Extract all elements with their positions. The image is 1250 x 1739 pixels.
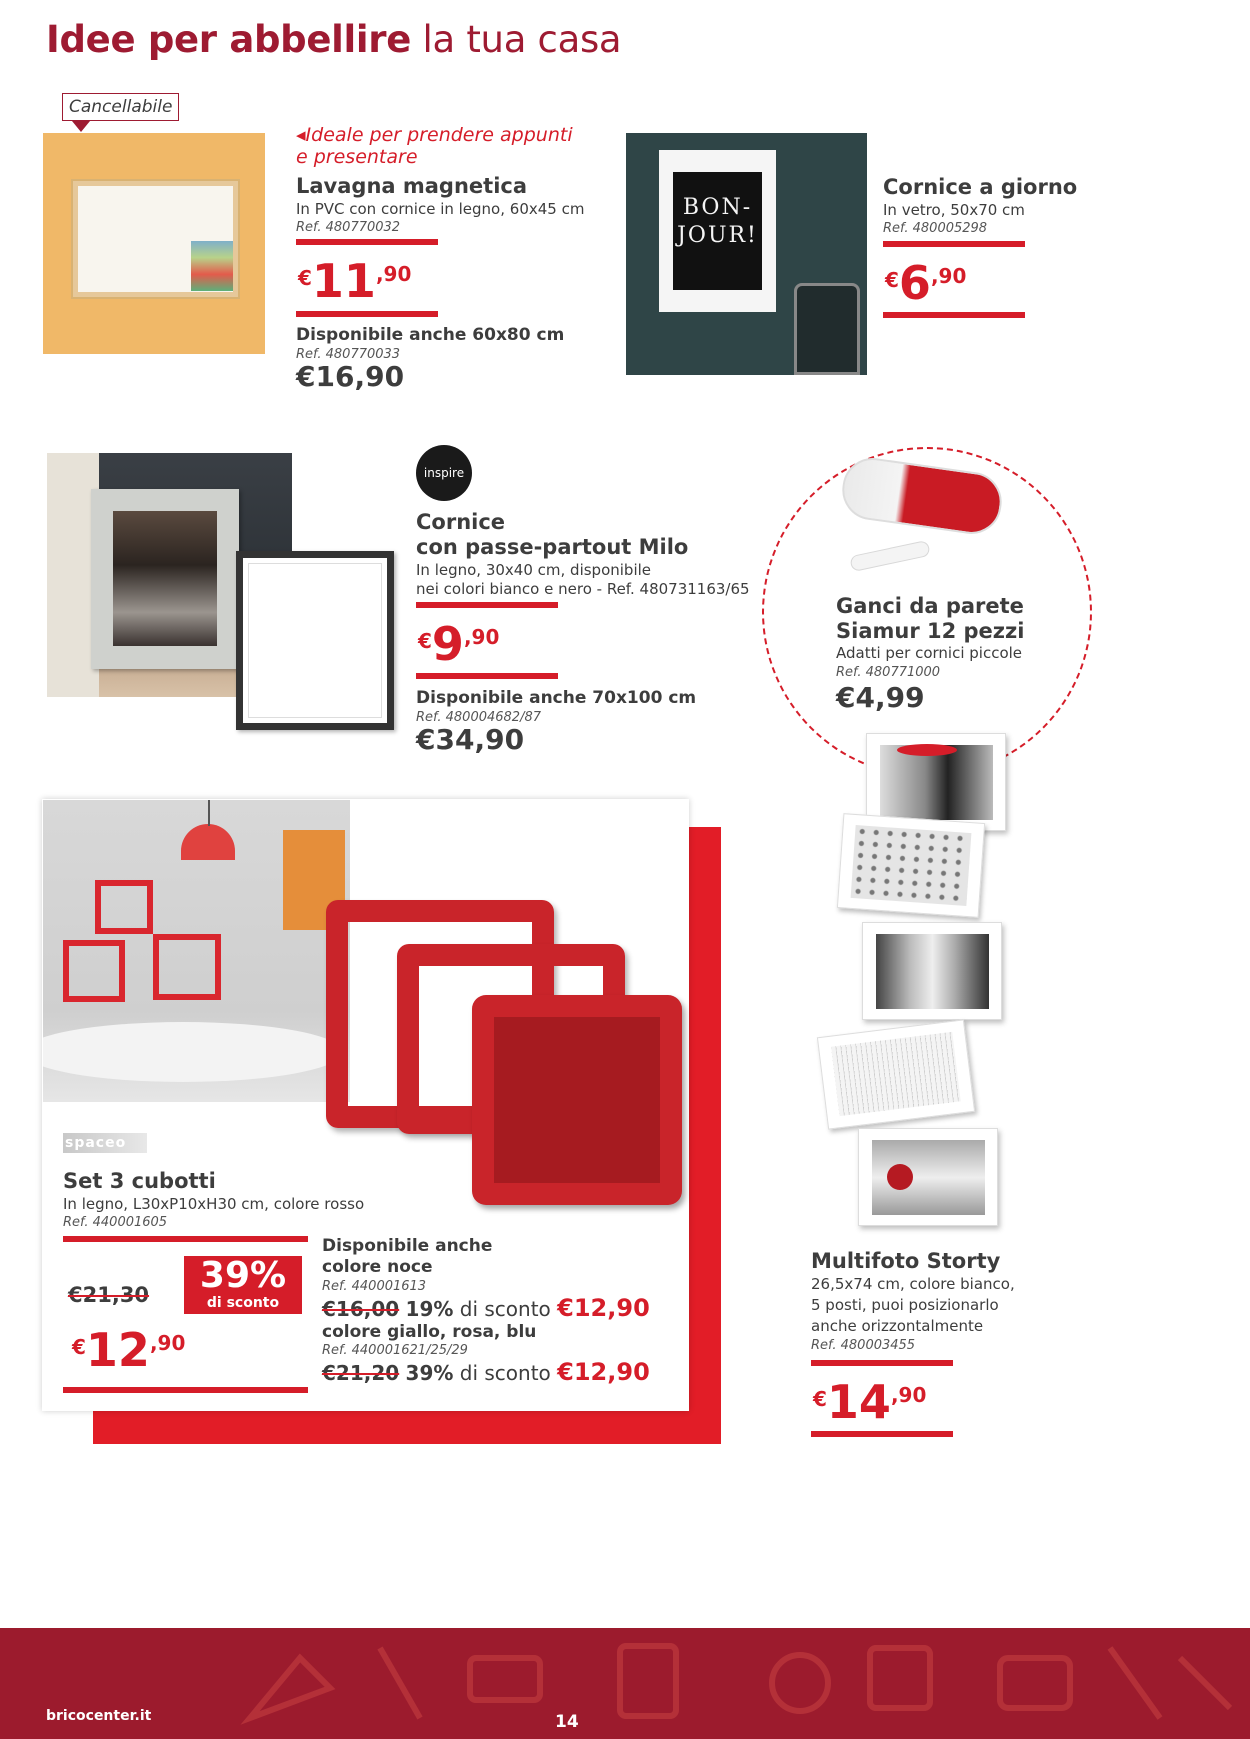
- multifoto-bar-bottom: [811, 1431, 953, 1437]
- milo-bar-bottom: [416, 673, 558, 679]
- cubotti-price-int: 12: [85, 1323, 150, 1377]
- multifoto-price-int: 14: [826, 1375, 891, 1429]
- multifoto-desc-line2: 5 posti, puoi posizionarlo: [811, 1296, 999, 1314]
- multifoto-price-dec: ,90: [890, 1383, 927, 1407]
- cornice-giorno-desc: In vetro, 50x70 cm: [883, 201, 1025, 219]
- cubotti-price: [72, 1325, 185, 1375]
- multifoto-name: Multifoto Storty: [811, 1249, 1001, 1273]
- multifoto-frame-3: [862, 922, 1002, 1020]
- cornice-giorno-price-currency: €: [885, 268, 899, 292]
- cubotti-noce-price-row: [322, 1294, 650, 1323]
- cubotti-bar-top: [63, 1236, 308, 1242]
- lavagna-also-price: €16,90: [296, 360, 405, 393]
- multifoto-frame-5: [858, 1128, 998, 1226]
- ganci-price: €4,99: [836, 681, 925, 714]
- multifoto-price-currency: €: [813, 1387, 827, 1411]
- cornice-giorno-image: [626, 133, 867, 375]
- spaceo-logo: spaceo: [63, 1133, 147, 1153]
- milo-also-label: Disponibile anche 70x100 cm: [416, 688, 697, 708]
- cubotti-colors-label: di sconto: [459, 1361, 551, 1385]
- ganci-name-line1: Ganci da parete: [836, 594, 1024, 618]
- cornice-giorno-ref: Ref. 480005298: [883, 221, 988, 236]
- ganci-ref: Ref. 480771000: [836, 665, 941, 680]
- milo-bar-top: [416, 602, 558, 608]
- cornice-giorno-price: [885, 258, 966, 308]
- inspire-logo: inspire: [416, 445, 472, 501]
- milo-desc-line1: In legno, 30x40 cm, disponibile: [416, 561, 652, 579]
- cubotti-colors-price: €12,90: [557, 1358, 650, 1386]
- multifoto-frame-4: [817, 1019, 975, 1129]
- cubotti-colors-price-row: [322, 1358, 650, 1387]
- cubotti-also-title-2: colore noce: [322, 1257, 433, 1277]
- lavagna-also-label: Disponibile anche 60x80 cm: [296, 325, 565, 345]
- lavagna-name: Lavagna magnetica: [296, 174, 528, 198]
- cancellabile-tag: Cancellabile: [62, 93, 179, 121]
- ganci-desc: Adatti per cornici piccole: [836, 644, 1023, 662]
- cubotti-old-price: €21,30: [68, 1283, 150, 1307]
- cornice-giorno-name: Cornice a giorno: [883, 175, 1078, 199]
- cubotti-room-image: [43, 800, 350, 1102]
- lavagna-price-dec: ,90: [375, 262, 412, 286]
- cubotti-ref: Ref. 440001605: [63, 1215, 168, 1230]
- cubotti-desc: In legno, L30xP10xH30 cm, colore rosso: [63, 1195, 365, 1213]
- tag-pointer-icon: [72, 121, 90, 132]
- cubotti-colors-pct: 39%: [405, 1361, 454, 1385]
- lavagna-price: [298, 256, 411, 306]
- milo-also-price: €34,90: [416, 723, 525, 756]
- cornice-giorno-bar-top: [883, 241, 1025, 247]
- multifoto-desc-line1: 26,5x74 cm, colore bianco,: [811, 1275, 1015, 1293]
- page-title: [46, 18, 621, 61]
- lavagna-bar-bottom: [296, 311, 438, 317]
- cubotti-discount-pct: 39%: [199, 1255, 287, 1296]
- multifoto-frame-2: [837, 813, 985, 918]
- page-title-regular: la tua casa: [411, 18, 622, 61]
- lavagna-image: [43, 133, 265, 354]
- multifoto-bar-top: [811, 1360, 953, 1366]
- cubotti-noce-old: €16,00: [322, 1297, 400, 1321]
- cubotti-colors-ref: Ref. 440001621/25/29: [322, 1343, 468, 1358]
- footer-site: bricocenter.it: [46, 1708, 152, 1724]
- multifoto-desc-line3: anche orizzontalmente: [811, 1317, 984, 1335]
- page-title-bold: Idee per abbellire: [46, 18, 412, 61]
- milo-price-int: 9: [431, 617, 464, 671]
- milo-price-dec: ,90: [463, 625, 500, 649]
- cornice-giorno-price-int: 6: [898, 256, 931, 310]
- bonjour-poster-text: BON-JOUR!: [673, 172, 762, 290]
- milo-also-ref: Ref. 480004682/87: [416, 710, 542, 725]
- cubotti-noce-pct: 19%: [405, 1297, 454, 1321]
- footer-tools-pattern-icon: [0, 1628, 1250, 1739]
- cubotti-price-dec: ,90: [149, 1331, 186, 1355]
- milo-price-currency: €: [418, 629, 432, 653]
- lavagna-desc: In PVC con cornice in legno, 60x45 cm: [296, 200, 585, 218]
- cubotti-bar-bottom: [63, 1387, 308, 1393]
- cubotti-discount-badge: [184, 1256, 302, 1314]
- multifoto-ref: Ref. 480003455: [811, 1338, 916, 1353]
- cubotti-noce-ref: Ref. 440001613: [322, 1279, 427, 1294]
- multifoto-price: [813, 1377, 926, 1427]
- lavagna-price-int: 11: [311, 254, 376, 308]
- lavagna-bar-top: [296, 239, 438, 245]
- cubotti-noce-label: di sconto: [459, 1297, 551, 1321]
- cubotti-discount-label: di sconto: [206, 1295, 280, 1311]
- page-number: 14: [555, 1712, 579, 1732]
- cube-small-image: [472, 995, 682, 1205]
- lavagna-price-currency: €: [298, 266, 312, 290]
- lavagna-also-ref: Ref. 480770033: [296, 347, 401, 362]
- footer-band: [0, 1628, 1250, 1739]
- cornice-giorno-price-dec: ,90: [930, 264, 967, 288]
- cubotti-also-title-1: Disponibile anche: [322, 1236, 493, 1256]
- cornice-giorno-bar-bottom: [883, 312, 1025, 318]
- milo-black-frame-image: [236, 551, 394, 730]
- milo-name-line1: Cornice: [416, 510, 506, 534]
- cubotti-price-currency: €: [72, 1335, 86, 1359]
- milo-price: [418, 619, 499, 669]
- cubotti-name: Set 3 cubotti: [63, 1169, 216, 1193]
- lavagna-ref: Ref. 480770032: [296, 220, 401, 235]
- cubotti-colors-title: colore giallo, rosa, blu: [322, 1322, 537, 1342]
- cubotti-noce-price: €12,90: [557, 1294, 650, 1322]
- milo-name-line2: con passe-partout Milo: [416, 535, 689, 559]
- ganci-name-line2: Siamur 12 pezzi: [836, 619, 1025, 643]
- milo-desc-line2: nei colori bianco e nero - Ref. 480731163/65: [416, 580, 750, 598]
- cubotti-colors-old: €21,20: [322, 1361, 400, 1385]
- lavagna-note: ◂Ideale per prendere appunti e presentare: [296, 124, 573, 168]
